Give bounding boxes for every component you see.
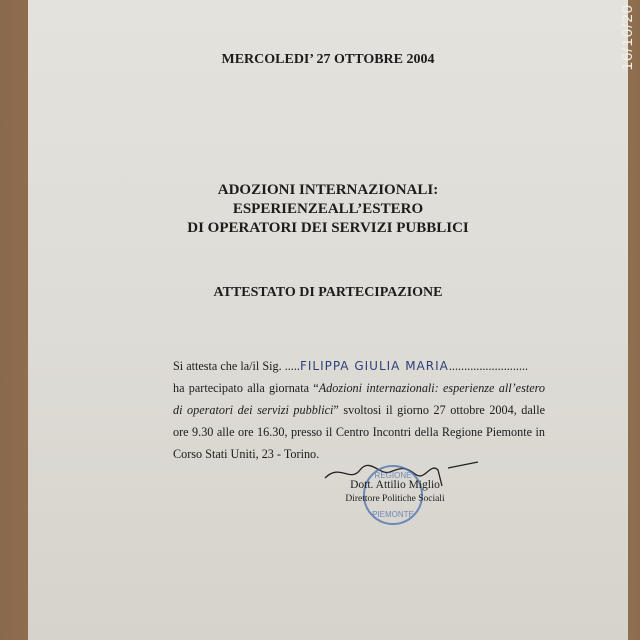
certificate-body: Si attesta che la/il Sig. .....FILIPPA GIULIA MARIA.......................... ha partecipato alla giornata “Adozioni internazionali: esperienze all’estero di operatori dei servizi pubblici” svoltosi il giorno 27 ottobre 2004, dalle ore 9.30 alle ore 16.30, presso il Centro Incontri della Regione Piemonte in Corso Stati Uniti, 23 - Torino. — [173, 359, 545, 461]
signer-block — [330, 478, 460, 506]
event-title-italic: Adozioni internazionali: esperienze all’estero di operatori dei servizi pubblici — [173, 381, 545, 417]
participant-name: FILIPPA GIULIA MARIA — [299, 359, 449, 373]
event-details: ” svoltosi il giorno 27 ottobre 2004, dalle ore 9.30 alle ore 16.30, presso il Centro Incontri della Regione Piemonte in Corso Stati Uniti, 23 - Torino. — [173, 403, 545, 461]
photo-timestamp: 16/10/20 — [619, 4, 636, 71]
certificate-heading: ATTESTATO DI PARTECIPAZIONE — [213, 285, 443, 300]
event-title — [28, 181, 628, 238]
certificate-page — [28, 0, 628, 640]
attest-prefix: Si attesta che la/il Sig. — [173, 359, 285, 373]
signer-name: Dott. Attilio Miglio — [350, 479, 440, 491]
date-line: MERCOLEDI’ 27 OTTOBRE 2004 — [221, 52, 435, 67]
line2-prefix: ha partecipato alla giornata “ — [173, 381, 319, 395]
title-line: ADOZIONI INTERNAZIONALI: — [217, 182, 439, 198]
stamp-top-text: REGIONE — [374, 471, 412, 480]
stamp-bottom-text: PIEMONTE — [372, 510, 414, 519]
title-line: DI OPERATORI DEI SERVIZI PUBBLICI — [187, 220, 469, 236]
signer-role: Direttore Politiche Sociali — [345, 494, 445, 504]
title-line: ESPERIENZEALL’ESTERO — [232, 201, 424, 217]
